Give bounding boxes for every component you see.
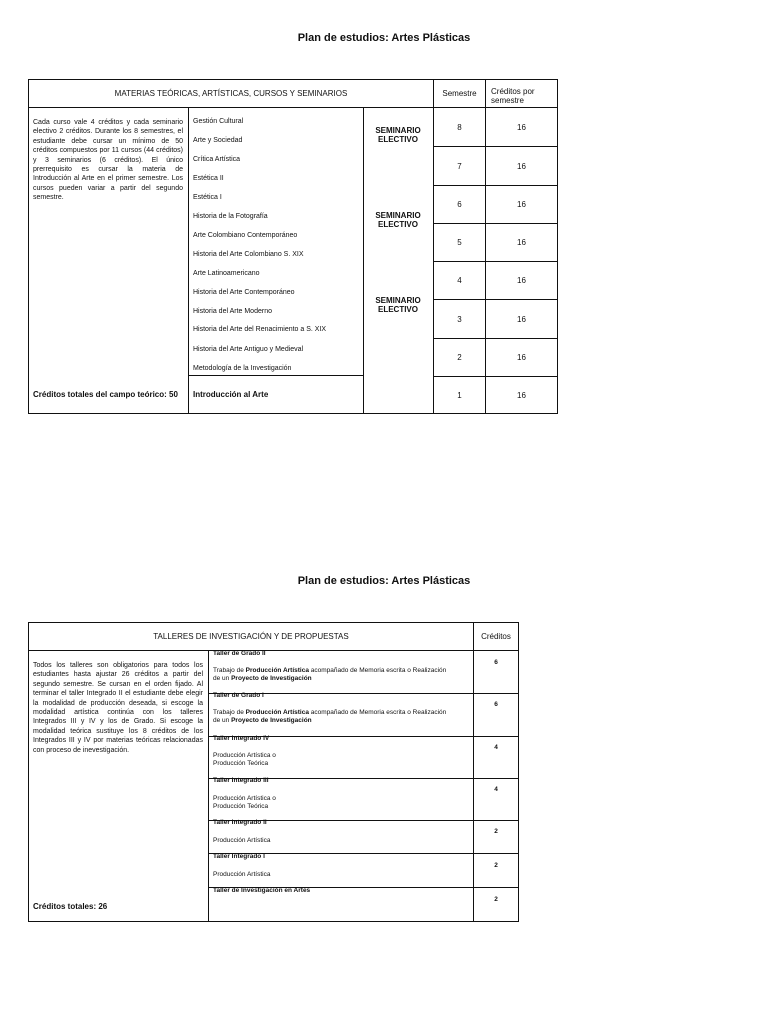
table-row xyxy=(473,820,519,854)
workshop-credits: 4 xyxy=(494,744,498,751)
list-item: Crítica Artística xyxy=(193,156,241,163)
workshop-line2: Producción Teórica xyxy=(213,760,269,767)
table-row xyxy=(473,887,519,922)
workshop-line1: Producción Artística xyxy=(213,871,271,878)
semester-cell: 6 xyxy=(433,185,486,224)
workshop-name: Taller de Grado I xyxy=(213,692,264,699)
workshop-name: Taller Integrado III xyxy=(213,777,269,784)
workshop-credits: 6 xyxy=(494,659,498,666)
credits-cell: 16 xyxy=(485,107,558,147)
total-credits-workshops: Créditos totales: 26 xyxy=(33,902,108,911)
intro-subject: Introducción al Arte xyxy=(193,390,269,399)
workshop-line1: Producción Artística xyxy=(213,837,271,844)
workshop-name: Taller de Investigación en Artes xyxy=(213,887,311,894)
seminar-label: SEMINARIO ELECTIVO xyxy=(375,211,421,229)
list-item: Historia del Arte Antiguo y Medieval xyxy=(193,346,304,353)
workshops-description: Todos los talleres son obligatorios para todos los estudiantes hasta ajustar 26 créditos a partir del segundo semestre. Se cursan en el orden fijado. Al terminar el taller Integrado II el estudiante debe elegir la modalidad de producción deseada, si escoge la modalidad artística continúa con los talleres Integrados III y IV y los de Grado. Si escoge la modalidad teórica sustituye los 8 créditos de los Integrados III y IV por materias teóricas relacionadas con proceso de inevestigación. xyxy=(33,662,203,754)
semester-cell: 1 xyxy=(433,376,486,414)
list-item: Arte Colombiano Contemporáneo xyxy=(193,232,298,239)
semester-cell: 2 xyxy=(433,338,486,377)
credits-cell: 16 xyxy=(485,376,558,414)
list-item: Historia de la Fotografía xyxy=(193,213,268,220)
list-item: Historia del Arte Colombiano S. XIX xyxy=(193,251,304,258)
credits-cell: 16 xyxy=(485,299,558,339)
workshop-line1: Producción Artística o xyxy=(213,752,276,759)
list-item: Estética I xyxy=(193,194,222,201)
desc-text: acompañado de Memoria escrita o Realización de un xyxy=(213,667,447,682)
total-credits-theory: Créditos totales del campo teórico: 50 xyxy=(33,390,178,399)
desc-text: acompañado de Memoria escrita o Realización de un xyxy=(213,709,447,724)
workshop-credits: 2 xyxy=(494,862,498,869)
list-item: Arte y Sociedad xyxy=(193,137,243,144)
semester-cell: 7 xyxy=(433,146,486,186)
desc-bold: Producción Artística xyxy=(245,667,309,674)
list-item: Arte Latinoamericano xyxy=(193,270,260,277)
list-item: Historia del Arte del Renacimiento a S. XIX xyxy=(193,326,327,333)
desc-bold: Producción Artística xyxy=(245,709,309,716)
semester-cell: 3 xyxy=(433,299,486,339)
desc-bold: Proyecto de Investigación xyxy=(231,717,312,724)
page-title-2: Plan de estudios: Artes Plásticas xyxy=(297,575,471,587)
desc-bold: Proyecto de Investigación xyxy=(231,675,312,682)
workshop-description xyxy=(213,709,453,725)
list-item: Estética II xyxy=(193,175,224,182)
workshop-credits: 2 xyxy=(494,896,498,903)
header-subjects: MATERIAS TEÓRICAS, ARTÍSTICAS, CURSOS Y SEMINARIOS xyxy=(28,79,434,108)
credits-cell: 16 xyxy=(485,338,558,377)
table-row xyxy=(473,778,519,821)
table-row xyxy=(473,693,519,737)
list-item: Historia del Arte Moderno xyxy=(193,308,272,315)
workshop-credits: 6 xyxy=(494,701,498,708)
workshop-description xyxy=(213,667,453,683)
header-workshops: TALLERES DE INVESTIGACIÓN Y DE PROPUESTAS xyxy=(28,622,474,651)
curriculum-description: Cada curso vale 4 créditos y cada seminario electivo 2 créditos. Durante los 8 semestres, el estudiante debe cursar un mínimo de 50 créditos compuestos por 11 cursos (44 créditos) y 3 seminarios (6 créditos). El único prerrequisito es cursar la materia de Introducción al Arte en el primer semestre. Los cursos pueden variar a partir del segundo semestre. xyxy=(33,119,183,202)
workshop-credits: 2 xyxy=(494,828,498,835)
header-credits-label: Créditos por semestre xyxy=(491,87,535,105)
workshop-line2: Producción Teórica xyxy=(213,803,269,810)
credits-cell: 16 xyxy=(485,223,558,262)
subjects-cell xyxy=(188,107,364,376)
workshop-name: Taller Integrado IV xyxy=(213,735,270,742)
header-credits xyxy=(485,79,558,108)
list-item: Historia del Arte Contemporáneo xyxy=(193,289,295,296)
semester-cell: 4 xyxy=(433,261,486,300)
workshop-name: Taller de Grado II xyxy=(213,650,266,657)
seminar-label: SEMINARIO ELECTIVO xyxy=(375,126,421,144)
credits-cell: 16 xyxy=(485,185,558,224)
table-row xyxy=(473,650,519,694)
credits-cell: 16 xyxy=(485,261,558,300)
desc-text: Trabajo de xyxy=(213,667,246,674)
seminar-cell xyxy=(363,107,434,414)
list-item: Metodología de la Investigación xyxy=(193,365,292,372)
table-row xyxy=(473,736,519,779)
desc-text: Trabajo de xyxy=(213,709,246,716)
header-semester: Semestre xyxy=(433,79,486,108)
table-row xyxy=(473,853,519,888)
workshop-name: Taller Integrado I xyxy=(213,853,265,860)
page-title: Plan de estudios: Artes Plásticas xyxy=(297,32,471,44)
header-credits-2: Créditos xyxy=(473,622,519,651)
credits-cell: 16 xyxy=(485,146,558,186)
list-item: Gestión Cultural xyxy=(193,118,244,125)
semester-cell: 8 xyxy=(433,107,486,147)
seminar-label: SEMINARIO ELECTIVO xyxy=(375,296,421,314)
workshop-credits: 4 xyxy=(494,786,498,793)
workshop-line1: Producción Artística o xyxy=(213,795,276,802)
semester-cell: 5 xyxy=(433,223,486,262)
workshop-name: Taller Integrado II xyxy=(213,819,267,826)
